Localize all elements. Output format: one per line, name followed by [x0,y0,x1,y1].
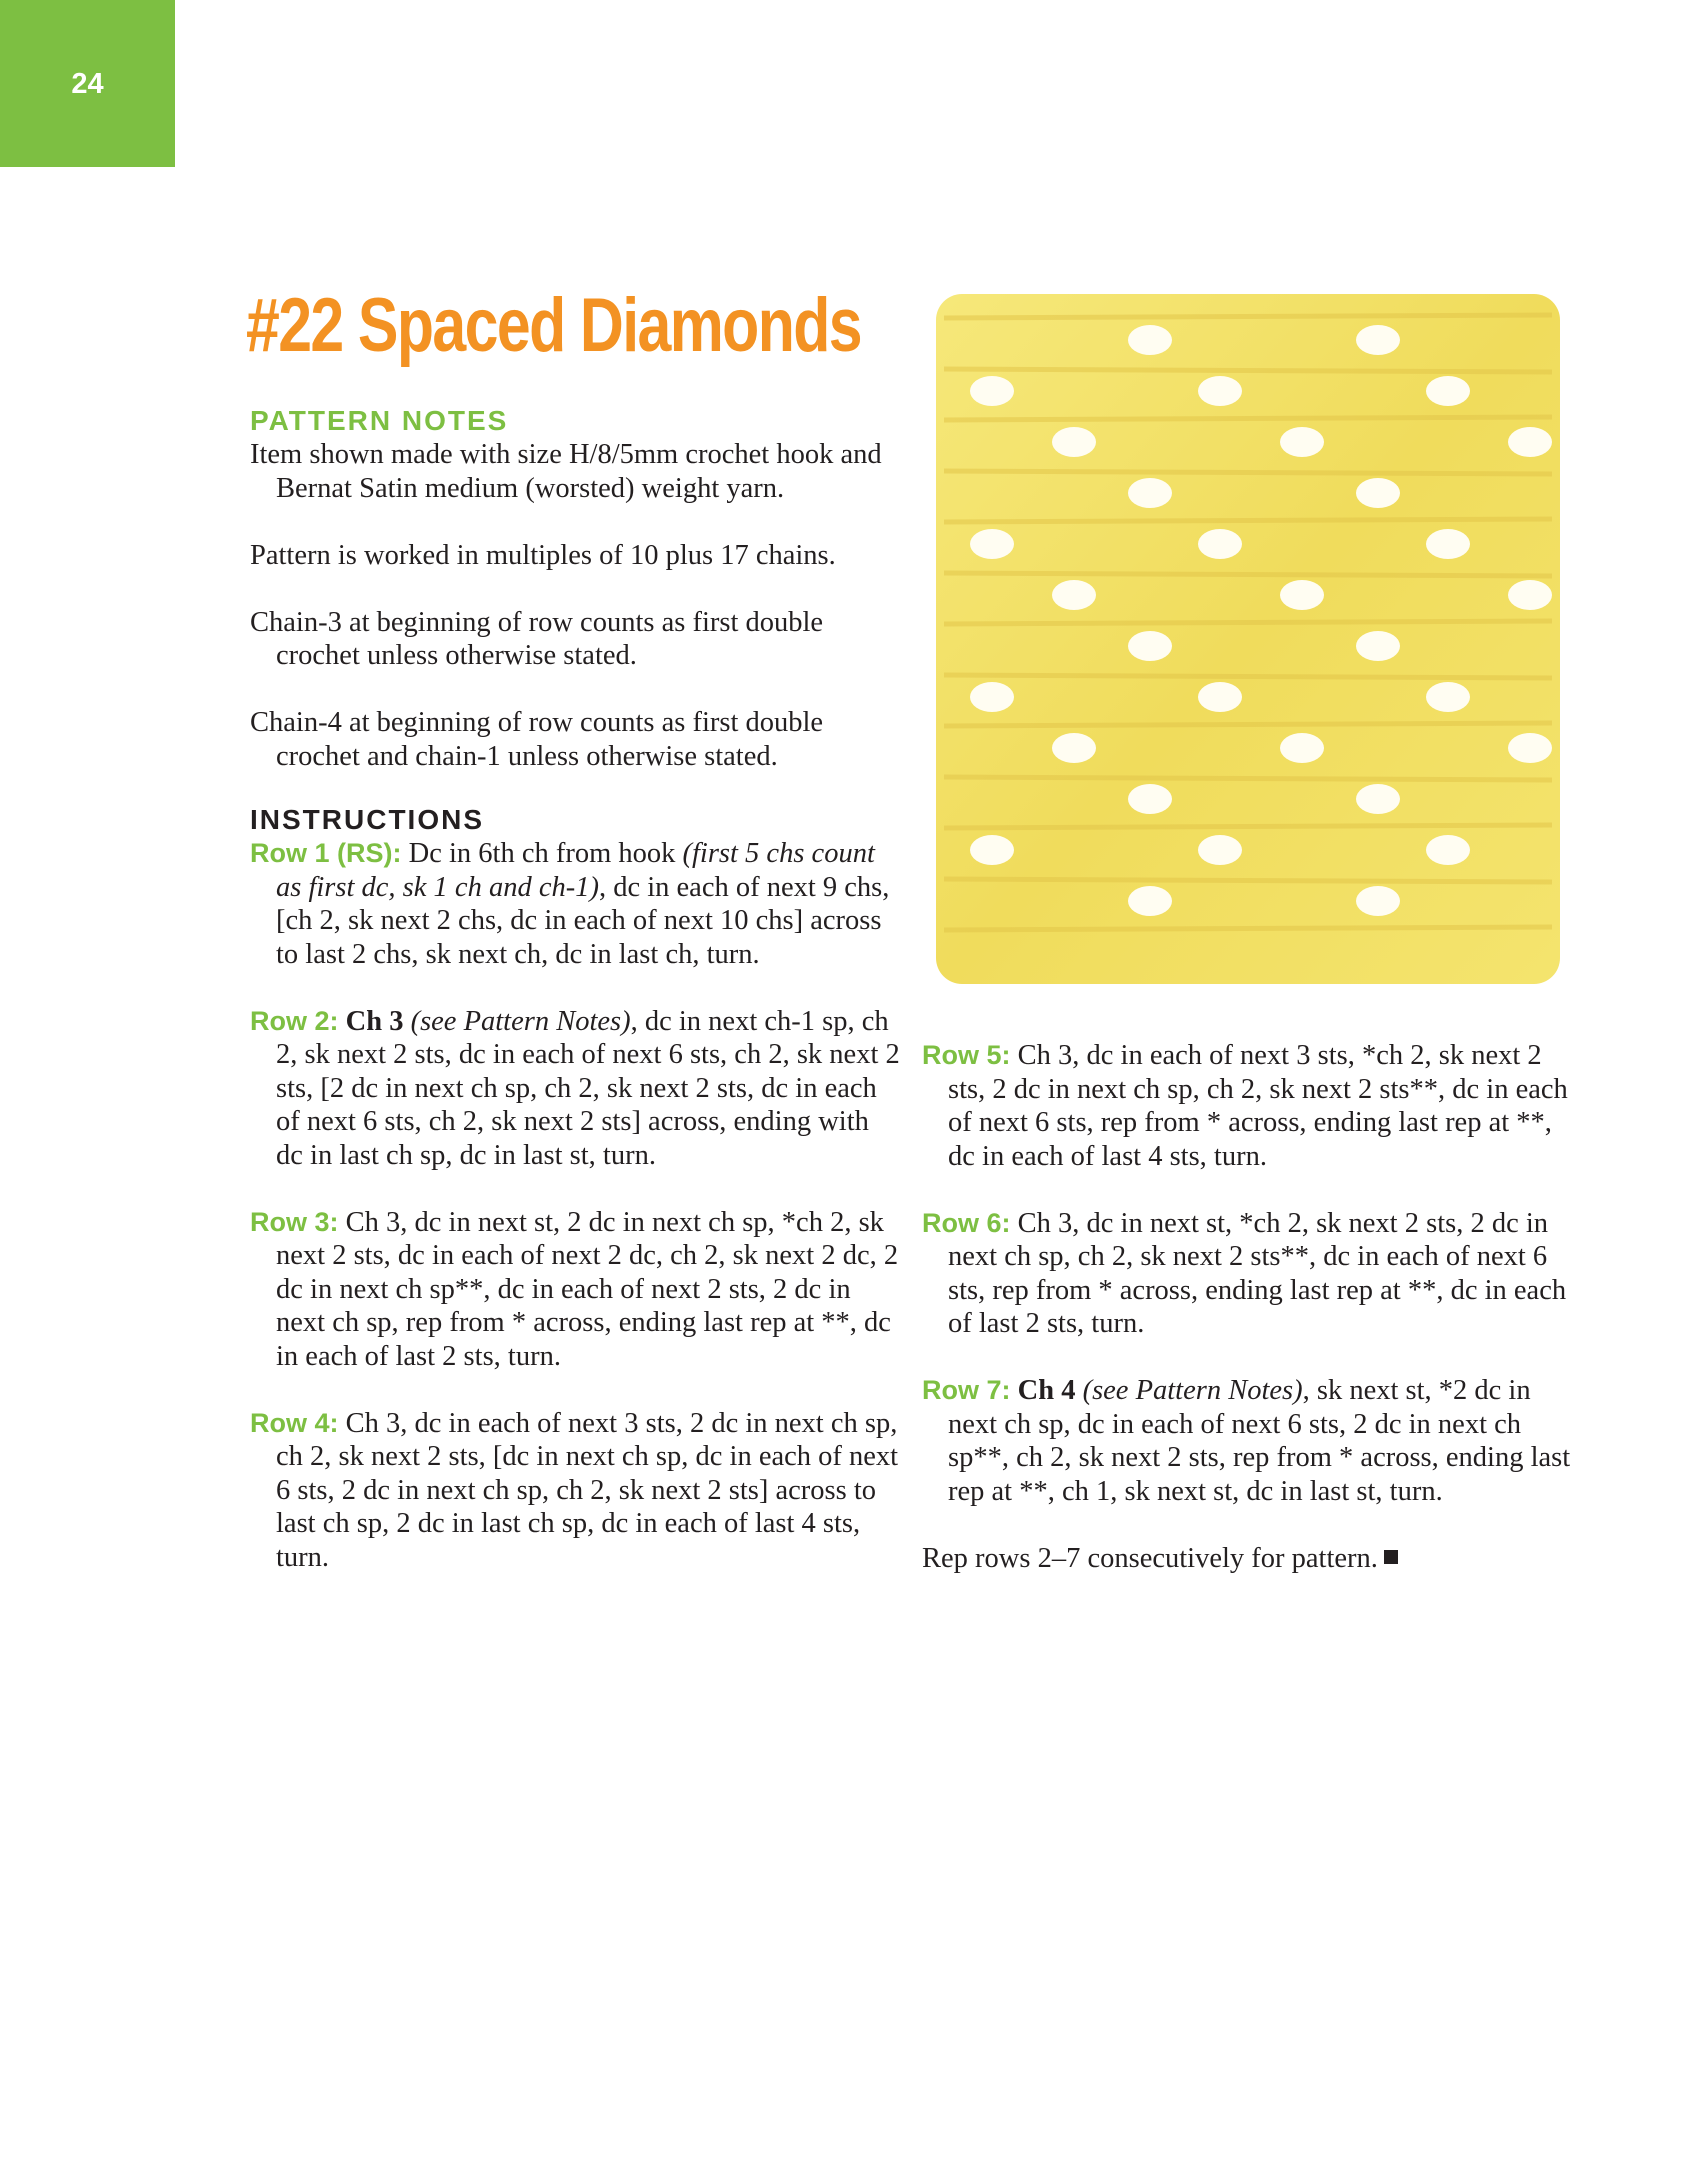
row-label: Row 3: [250,1206,339,1237]
swatch-row-band [944,471,1552,474]
swatch-hole [1356,631,1400,661]
swatch-hole [1128,784,1172,814]
row-label: Row 1 (RS): [250,838,402,868]
swatch-hole [1198,529,1242,559]
swatch-row-band [944,315,1552,318]
swatch-hole [1198,376,1242,406]
page-number-tab [0,0,175,167]
swatch-row-band [944,573,1552,576]
swatch-row-band [944,417,1552,420]
swatch-hole [1508,733,1552,763]
swatch-hole [1198,682,1242,712]
row-text: Ch 3, dc in each of next 3 sts, 2 dc in next ch sp, ch 2, sk next 2 sts, [dc in next ch sp, dc in each of next 6 sts, 2 dc in next ch sp, ch 2, sk next 2 sts] across to last ch sp, 2 dc in last ch sp, dc in each of last 4 sts, turn. [276,1407,899,1573]
swatch-hole [1198,835,1242,865]
row-text: Ch 3, dc in each of next 3 sts, *ch 2, sk next 2 sts, 2 dc in next ch sp, ch 2, sk next 2 sts**, dc in each of next 6 sts, rep from * across, ending last rep at **, dc in each of last 4 sts, turn. [948,1040,1568,1172]
swatch-hole [1356,478,1400,508]
instructions-heading: INSTRUCTIONS [250,804,484,835]
row-text: , dc in next ch-1 sp, ch 2, sk next 2 sts, dc in each of next 6 sts, ch 2, sk next 2 sts, [2 dc in next ch sp, ch 2, sk next 2 sts, dc in each of next 6 sts, ch 2, sk next 2 sts] across, ending with dc in last ch sp, dc in last st, turn. [276,1005,900,1171]
swatch-hole [1052,580,1096,610]
swatch-hole [1280,427,1324,457]
row-stitch: Ch 4 [1010,1375,1076,1406]
row-note: (see Pattern Notes) [1075,1375,1303,1406]
page-title: #22 Spaced Diamonds [246,283,862,368]
swatch-hole [1356,886,1400,916]
row-1-instruction [250,837,900,971]
crochet-swatch-photo [930,288,1566,990]
row-note: (first 5 chs count as first dc, sk 1 ch and ch-1) [276,838,875,903]
row-text: Ch 3, dc in next st, *ch 2, sk next 2 sts, 2 dc in next ch sp, ch 2, sk next 2 sts**, dc in each of next 6 sts, rep from * across, ending last rep at **, dc in each of last 2 sts, turn. [948,1207,1567,1339]
swatch-hole [1128,631,1172,661]
swatch-hole [1508,427,1552,457]
swatch-hole [970,376,1014,406]
row-text: Ch 3, dc in next st, 2 dc in next ch sp, *ch 2, sk next 2 sts, dc in each of next 2 dc, ch 2, sk next 2 dc, 2 dc in next ch sp**, dc in each of next 2 sts, 2 dc in next ch sp, rep from * across, ending last rep at **, dc in each of last 2 sts, turn. [276,1206,899,1372]
row-stitch: Ch 3 [338,1005,404,1037]
pattern-note: Chain-3 at beginning of row counts as first double crochet unless otherwise stated. [250,606,824,671]
swatch-hole [1280,580,1324,610]
swatch-hole [970,682,1014,712]
row-note: (see Pattern Notes) [403,1005,631,1037]
row-label: Row 2: [250,1005,339,1036]
row-text: , dc in each of next 9 chs, [ch 2, sk next 2 chs, dc in each of next 10 chs] across to last 2 chs, sk next ch, dc in last ch, turn. [276,871,890,970]
row-5-instruction [922,1039,1572,1173]
row-label: Row 7: [922,1375,1011,1405]
left-column [250,404,900,1574]
pattern-note: Item shown made with size H/8/5mm crochet hook and Bernat Satin medium (worsted) weight yarn. [250,439,882,504]
swatch-row-band [944,777,1552,780]
pattern-notes-heading: PATTERN NOTES [250,405,509,436]
swatch-hole [1280,733,1324,763]
swatch-row-band [944,723,1552,726]
swatch-hole [970,529,1014,559]
pattern-note: Chain-4 at beginning of row counts as first double crochet and chain-1 unless otherwise stated. [250,707,824,772]
repeat-instruction [922,1542,1572,1576]
row-6-instruction [922,1207,1572,1341]
row-label: Row 6: [922,1207,1011,1238]
swatch-hole [1128,478,1172,508]
row-text: , sk next st, *2 dc in next ch sp, dc in each of next 6 sts, 2 dc in next ch sp**, ch 2, sk next 2 sts, rep from * across, ending last rep at **, ch 1, sk next st, dc in last st, turn. [948,1375,1571,1507]
swatch-hole [1508,580,1552,610]
swatch-hole [1356,784,1400,814]
repeat-text: Rep rows 2–7 consecutively for pattern. [922,1542,1378,1574]
swatch-hole [1128,886,1172,916]
row-label: Row 5: [922,1040,1011,1070]
swatch-hole [1128,325,1172,355]
row-2-instruction [250,1005,900,1173]
swatch-hole [1052,733,1096,763]
page-number: 24 [71,68,104,100]
swatch-hole [1052,427,1096,457]
swatch-hole [1426,682,1470,712]
swatch-row-band [944,927,1552,930]
swatch-row-band [944,621,1552,624]
swatch-row-band [944,879,1552,882]
row-7-instruction [922,1374,1572,1508]
swatch-row-band [944,369,1552,372]
swatch-hole [1356,325,1400,355]
swatch-row-band [944,675,1552,678]
row-label: Row 4: [250,1407,339,1438]
row-3-instruction [250,1206,900,1374]
swatch-hole [970,835,1014,865]
pattern-note: Pattern is worked in multiples of 10 plus 17 chains. [250,539,836,571]
end-square-icon [1384,1550,1398,1564]
swatch-hole [1426,376,1470,406]
swatch-row-band [944,825,1552,828]
row-text: Dc in 6th ch from hook [401,838,683,869]
swatch-row-band [944,519,1552,522]
row-4-instruction [250,1407,900,1575]
swatch-hole [1426,529,1470,559]
right-column [922,1039,1572,1575]
swatch-hole [1426,835,1470,865]
